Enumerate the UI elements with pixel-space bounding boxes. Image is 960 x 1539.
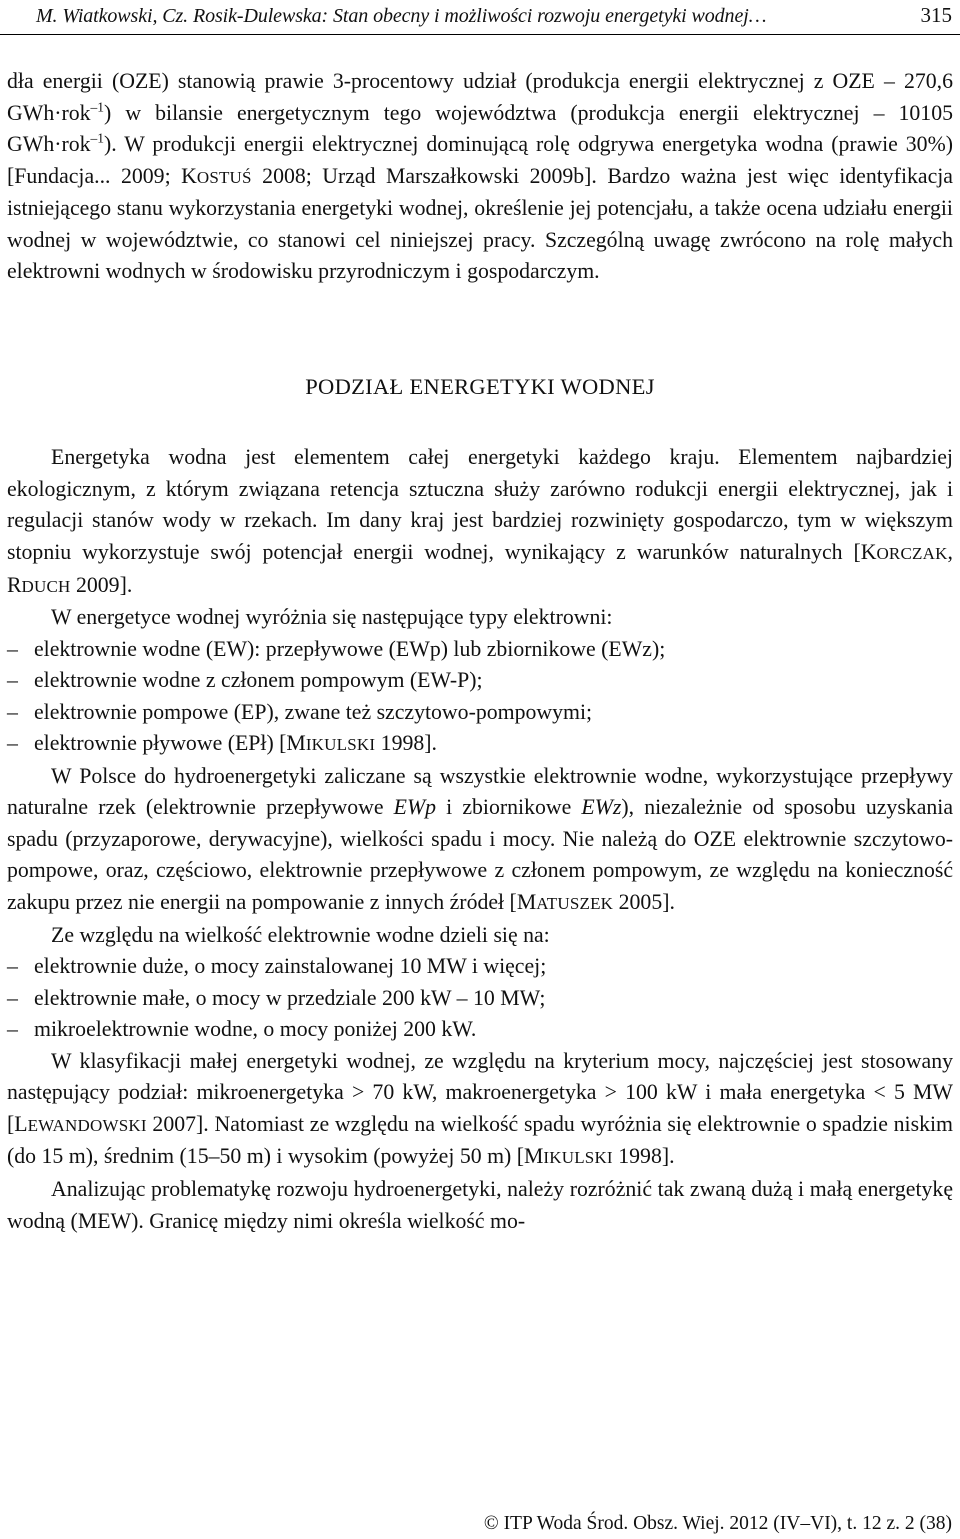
list-item: – elektrownie pływowe (EPł) [MIKULSKI 1998]. (7, 728, 953, 761)
article-body (7, 66, 953, 1237)
list-item: – elektrownie małe, o mocy w przedziale 200 kW – 10 MW; (7, 983, 953, 1015)
superscript: –1 (90, 99, 105, 115)
running-head: M. Wiatkowski, Cz. Rosik-Dulewska: Stan obecny i możliwości rozwoju energetyki wodnej… (36, 5, 767, 27)
list-item: – elektrownie pompowe (EP), zwane też szczytowo-pompowymi; (7, 697, 953, 729)
citation-author: LEWANDOWSKI (14, 1111, 147, 1136)
list-item: – elektrownie duże, o mocy zainstalowanej 10 MW i więcej; (7, 951, 953, 983)
dash-bullet: – (7, 636, 18, 661)
citation-author: MIKULSKI (524, 1144, 613, 1169)
dash-bullet: – (7, 1017, 18, 1042)
citation-author: KOSTUŚ (181, 163, 252, 188)
dash-bullet: – (7, 731, 18, 756)
citation-author: KORCZAK (860, 540, 948, 565)
list-item: – elektrownie wodne z członem pompowym (EW-P); (7, 665, 953, 697)
paragraph-energy-role: Energetyka wodna jest elementem całej energetyki każdego kraju. Elementem najbardziej ekologicznym, z którym związana retencja sztuczna służy zarówno rodukcji energii elektrycznej, jak i regulacji stanów wody w rzekach. Im dany kraj jest bardziej rozwinięty gospodarczo, tym w większym stopniu wykorzystuje swój potencjał energii wodnej, wynikający z warunków naturalnych [KORCZAK, RDUCH 2009]. (7, 445, 953, 597)
paragraph-intro: dła energii (OZE) stanowią prawie 3-procentowy udział (produkcja energii elektrycznej z OZE – 270,6 GWh·rok$^{-1}$) w bilansie energetycznym tego województwa (produkcja energii elektrycznej – 10105 GWh·rok$^{-1}$). W produkcji energii elektrycznej dominującą rolę odgrywa energetyka wodna (prawie 30%) [Fundacja... 2009; KOSTUŚ 2008; Urząd Marszałkowski 2009b]. Bardzo ważna jest więc identyfikacja istniejącego stanu wykorzystania energetyki wodnej, określenie jej potencjału, a także ocena udziału energii wodnej w województwie, co stanowi cel niniejszej pracy. Szczególną uwagę zwrócono na rolę małych elektrowni wodnych w środowisku przyrodniczym i gospodarczym. (7, 69, 953, 284)
paragraph-poland: W Polsce do hydroenergetyki zaliczane są wszystkie elektrownie wodne, wykorzystujące przepływy naturalne rzek (elektrownie przepływowe EWp i zbiornikowe EWz), niezależnie od sposobu uzyskania spadu (przyzaporowe, derywacyjne), wielkości spadu i mocy. Nie należą do OZE elektrownie szczytowo-pompowe, oraz, częściowo, elektrownie przepływowe z członem pompowym, ze względu na konieczność zakupu przez nie energii na pompowanie z innych źródeł [MATUSZEK 2005]. (7, 763, 954, 915)
list-plant-types (7, 634, 953, 761)
paragraph-size-intro: Ze względu na wielkość elektrownie wodne dzieli się na: (51, 922, 550, 947)
dash-bullet: – (7, 699, 18, 724)
citation-author: MATUSZEK (516, 890, 614, 915)
list-plant-sizes (7, 951, 953, 1046)
citation-author: MIKULSKI (286, 731, 376, 756)
page-footer: © ITP Woda Środ. Obsz. Wiej. 2012 (IV–VI), t. 12 z. 2 (38) (483, 1513, 952, 1534)
section-heading: PODZIAŁ ENERGETYKI WODNEJ (305, 373, 655, 399)
list-item: – mikroelektrownie wodne, o mocy poniżej 200 kW. (7, 1014, 953, 1046)
superscript: –1 (90, 130, 105, 146)
citation-author: RDUCH (7, 572, 71, 597)
paragraph-classification: W klasyfikacji małej energetyki wodnej, ze względu na kryterium mocy, najczęściej jest stosowany następujący podział: mikroenergetyka > 70 kW, makroenergetyka > 100 kW i mała energetyka < 5 MW [LEWANDOWSKI 2007]. Natomiast ze względu na wielkość spadu wyróżnia się elektrownie o spadzie niskim (do 15 m), średnim (15–50 m) i wysokim (powyżej 50 m) [MIKULSKI 1998]. (7, 1048, 953, 1169)
dash-bullet: – (7, 954, 18, 979)
list-item: – elektrownie wodne (EW): przepływowe (EWp) lub zbiornikowe (EWz); (7, 634, 953, 666)
paragraph-analysis: Analizując problematykę rozwoju hydroenergetyki, należy rozróżnić tak zwaną dużą i małą energetykę wodną (MEW). Granicę między nimi określa wielkość mo- (7, 1176, 953, 1233)
page-header (0, 0, 960, 35)
dash-bullet: – (7, 985, 18, 1010)
page-number: 315 (920, 3, 952, 27)
dash-bullet: – (7, 668, 18, 693)
paragraph-types-intro: W energetyce wodnej wyróżnia się następujące typy elektrowni: (51, 605, 613, 630)
